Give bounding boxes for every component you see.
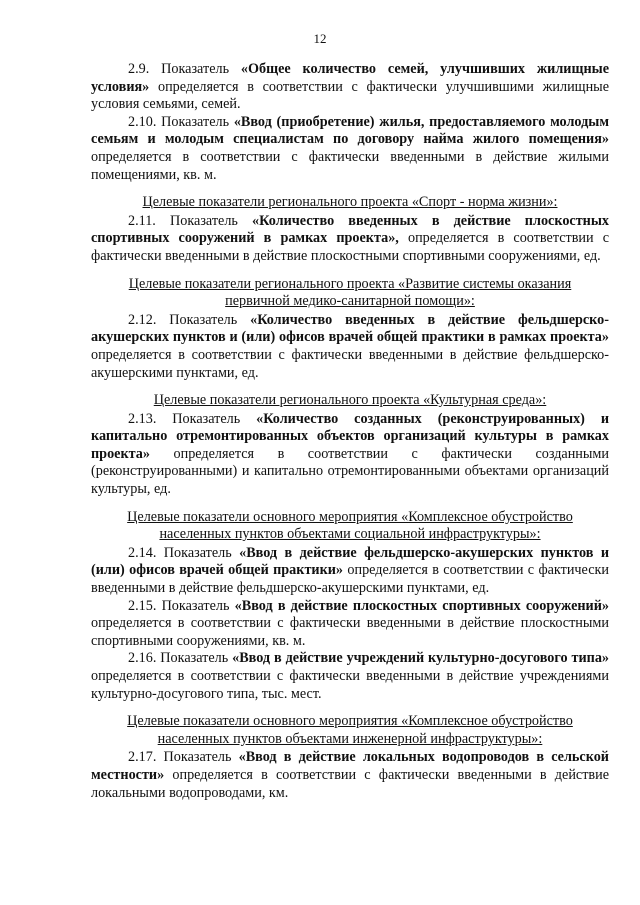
indicator-paragraph [91, 61, 609, 114]
section-heading-line: населенных пунктов объектами социальной инфраструктуры»: [159, 526, 541, 543]
indicator-paragraph [91, 650, 609, 703]
indicator-definition: определяется в соответствии с фактически введенными в действие жилыми помещениями, кв. м. [91, 148, 609, 183]
paragraph-number: 2.13. [128, 410, 157, 427]
indicator-paragraph [91, 411, 609, 499]
section-heading [91, 194, 609, 212]
indicator-word: Показатель [161, 61, 230, 77]
indicator-word: Показатель [161, 113, 230, 130]
indicator-name: «Ввод в действие плоскостных спортивных сооружений» [234, 597, 609, 614]
page-number: 12 [313, 31, 327, 46]
section-heading-line: Целевые показатели регионального проекта «Развитие системы оказания [128, 275, 572, 292]
indicator-name: «Ввод в действие фельдшерско-акушерских пунктов и (или) офисов врачей общей практики» [91, 544, 609, 579]
indicator-definition: определяется в соответствии с фактически введенными в действие фельдшерско-акушерскими пунктами, ед. [91, 346, 609, 381]
section-heading-line: Целевые показатели регионального проекта «Культурная среда»: [153, 392, 547, 409]
section-heading-line: первичной медико-санитарной помощи»: [225, 293, 475, 310]
indicator-definition: определяется в соответствии с фактически введенными в действие плоскостными спортивными сооружениями, кв. м. [91, 615, 609, 649]
indicator-word: Показатель [160, 650, 229, 667]
indicator-paragraph [91, 312, 609, 382]
section-heading-line: Целевые показатели регионального проекта «Спорт - норма жизни»: [142, 194, 558, 211]
indicator-definition: определяется в соответствии с фактически введенными в действие учреждениями культурно-досугового типа, тыс. мест. [91, 668, 609, 702]
indicator-word: Показатель [161, 597, 230, 614]
paragraph-number: 2.16. [128, 650, 157, 667]
indicator-paragraph [91, 598, 609, 651]
indicator-name: «Общее количество семей, улучшивших жилищные условия» [91, 61, 609, 95]
section-heading [91, 509, 609, 544]
section-heading-line: населенных пунктов объектами инженерной инфраструктуры»: [157, 730, 543, 747]
indicator-paragraph [91, 749, 609, 802]
indicator-word: Показатель [169, 311, 238, 328]
indicator-name: «Ввод в действие локальных водопроводов в сельской местности» [91, 749, 609, 783]
section-heading-line: Целевые показатели основного мероприятия «Комплексное обустройство [127, 508, 573, 525]
indicator-word: Показатель [172, 410, 241, 427]
section-heading [91, 392, 609, 410]
document-body [91, 61, 609, 802]
indicator-paragraph [91, 545, 609, 598]
paragraph-number: 2.11. [128, 212, 156, 229]
paragraph-number: 2.15. [128, 597, 157, 614]
section-heading [91, 276, 609, 311]
indicator-word: Показатель [170, 212, 238, 229]
indicator-definition: определяется в соответствии с фактически улучшившими жилищные условия семьями, семей. [91, 78, 610, 113]
indicator-word: Показатель [163, 749, 232, 766]
indicator-name: «Количество введенных в действие плоскостных спортивных сооружений в рамках проекта», [91, 212, 610, 247]
indicator-name: «Ввод в действие учреждений культурно-досугового типа» [232, 650, 610, 667]
paragraph-number: 2.12. [128, 311, 157, 328]
paragraph-number: 2.9. [128, 61, 150, 77]
indicator-definition: определяется в соответствии с фактически созданными (реконструированными) и капитально отремонтированными объектами организаций культуры, ед. [91, 445, 610, 498]
indicator-name: «Ввод (приобретение) жилья, предоставляемого молодым семьям и молодым специалистам по договору найма жилого помещения» [91, 113, 610, 148]
paragraph-number: 2.10. [128, 113, 157, 130]
indicator-paragraph [91, 114, 609, 184]
section-heading-line: Целевые показатели основного мероприятия «Комплексное обустройство [127, 713, 573, 730]
section-heading [91, 713, 609, 748]
paragraph-number: 2.17. [128, 749, 157, 766]
indicator-definition: определяется в соответствии с фактически введенными в действие фельдшерско-акушерскими пунктами, ед. [91, 562, 609, 597]
indicator-name: «Количество созданных (реконструированных) и капитально отремонтированных объектов организаций культуры в рамках проекта» [91, 410, 610, 462]
indicator-name: «Количество введенных в действие фельдшерско-акушерских пунктов и (или) офисов врачей общей практики в рамках проекта» [91, 311, 609, 346]
indicator-word: Показатель [163, 544, 232, 561]
paragraph-number: 2.14. [128, 544, 157, 561]
indicator-definition: определяется в соответствии с фактически введенными в действие плоскостными спортивными сооружениями, ед. [91, 230, 609, 264]
indicator-definition: определяется в соответствии с фактически введенными в действие локальными водопроводами, км. [91, 766, 610, 801]
indicator-paragraph [91, 213, 609, 266]
